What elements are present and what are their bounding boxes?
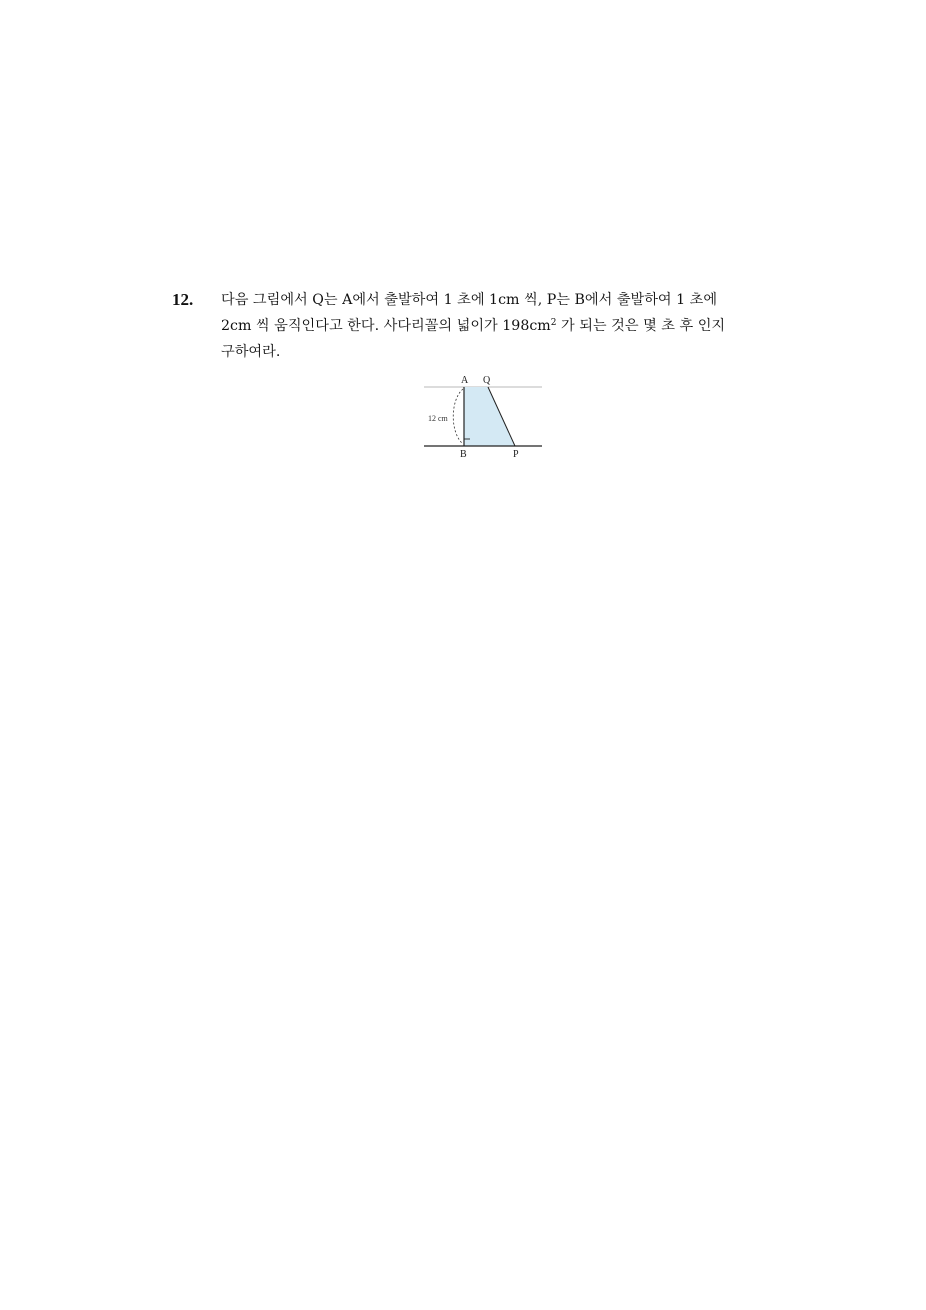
problem-text xyxy=(221,287,751,365)
area-exponent: 2 xyxy=(550,318,557,328)
label-a: A xyxy=(461,375,469,386)
label-q: Q xyxy=(483,375,491,386)
problem-line-2-start: 2cm 씩 움직인다고 한다. 사다리꼴의 넓이가 198cm xyxy=(221,318,551,334)
dimension-arc xyxy=(453,389,463,444)
label-b: B xyxy=(460,449,467,460)
trapezoid-figure xyxy=(420,372,546,464)
trapezoid-shape xyxy=(464,387,515,446)
problem-line-3: 구하여라. xyxy=(221,344,281,360)
label-p: P xyxy=(513,449,519,460)
problem-line-2-end: 가 되는 것은 몇 초 후 인지 xyxy=(556,318,726,334)
trapezoid-diagram xyxy=(420,372,546,464)
problem-line-1: 다음 그림에서 Q는 A에서 출발하여 1 초에 1cm 씩, P는 B에서 출발하여 1 초에 xyxy=(221,292,718,308)
problem-line-2 xyxy=(221,313,751,339)
label-length: 12 cm xyxy=(428,414,448,423)
problem-number: 12. xyxy=(172,290,194,309)
